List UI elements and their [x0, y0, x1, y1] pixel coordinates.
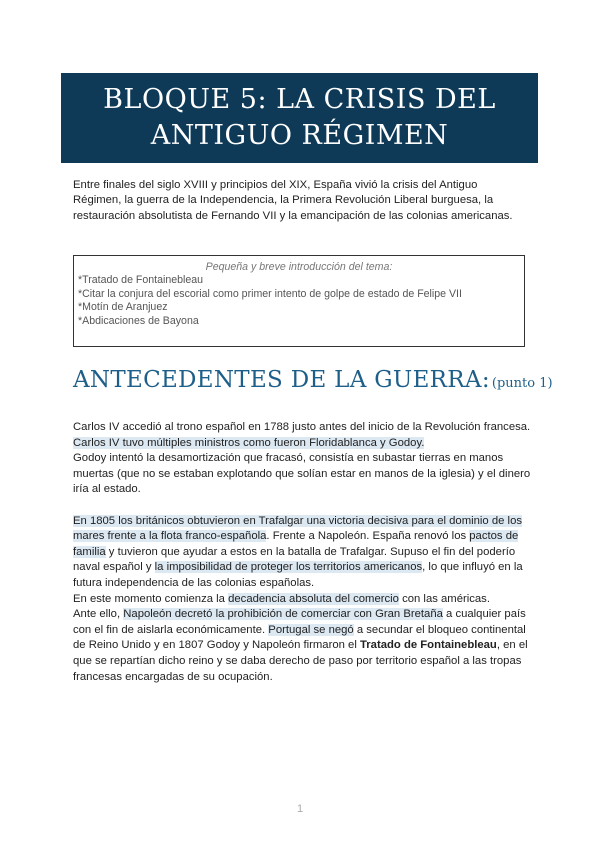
- paragraph-6: [73, 607, 533, 685]
- text-run: , en el que se repartían dicho reino y se daba derecho de paso por territorio español a las tropas francesas encargadas de su ocupación.: [73, 639, 528, 683]
- text-run: a cualquier país con el fin de aislarla económicamente.: [73, 608, 526, 636]
- highlight: Napoleón decretó la prohibición de comerciar con Gran Bretaña: [123, 608, 443, 621]
- text-run: En este momento comienza la: [73, 592, 229, 605]
- paragraph-2: [73, 436, 533, 452]
- title-banner: [61, 73, 538, 163]
- topic-item: *Tratado de Fontainebleau: [78, 274, 204, 287]
- highlight: Portugal se negó: [268, 623, 354, 636]
- treaty-name: Tratado de Fontainebleau: [360, 639, 497, 652]
- body-text: [73, 420, 533, 685]
- paragraph-gap: [73, 498, 533, 514]
- highlight: En 1805 los británicos obtuvieron en Trafalgar una victoria decisiva para el dominio de los mares frente a la flota franco-española: [73, 514, 522, 543]
- intro-paragraph: Entre finales del siglo XVIII y principios del XIX, España vivió la crisis del Antiguo Régimen, la guerra de la Independencia, la Primera Revolución Liberal burguesa, la restauración absolutista de Fernando VII y la emancipación de las colonias americanas.: [73, 179, 513, 222]
- highlight: la imposibilidad de proteger los territorios americanos: [154, 561, 423, 574]
- text-run: a secundar el bloqueo continental de Reino Unido y en 1807 Godoy y Napoleón firmaron el: [73, 623, 526, 652]
- highlight: decadencia absoluta del comercio: [228, 592, 399, 605]
- page-number: 1: [296, 803, 304, 815]
- highlight: pactos de familia: [73, 530, 519, 558]
- topic-item: *Abdicaciones de Bayona: [78, 314, 199, 327]
- text-run: y tuvieron que ayudar a estos en la batalla de Trafalgar. Supuso el fin del poderío naval español y: [73, 545, 516, 574]
- section-heading: [73, 367, 553, 393]
- section-title: ANTECEDENTES DE LA GUERRA:: [73, 367, 490, 393]
- topic-box-title: Pequeña y breve introducción del tema:: [205, 261, 393, 273]
- topic-item: *Citar la conjura del escorial como primer intento de golpe de estado de Felipe VII: [78, 287, 462, 300]
- topic-box: [73, 255, 525, 347]
- text-run: . Frente a Napoleón. España renovó los: [266, 530, 470, 543]
- text-run: Ante ello,: [73, 608, 124, 621]
- paragraph-3: Godoy intentó la desamortización que fracasó, consistía en subastar tierras en manos muertas (que no se estaban explotando que solían estar en manos de la iglesia) y el dinero iría al estado.: [73, 452, 531, 496]
- title-line-1: BLOQUE 5: LA CRISIS DEL: [103, 84, 496, 115]
- highlight: Carlos IV tuvo múltiples ministros como fueron Floridablanca y Godoy.: [73, 436, 425, 449]
- title-line-2: ANTIGUO RÉGIMEN: [150, 120, 449, 151]
- text-run: con las américas.: [398, 592, 490, 605]
- topic-item: *Motín de Aranjuez: [78, 301, 168, 314]
- paragraph-4: [73, 514, 533, 592]
- paragraph-5: [73, 592, 533, 608]
- section-subtitle: (punto 1): [491, 376, 553, 391]
- paragraph-1: Carlos IV accedió al trono español en 1788 justo antes del inicio de la Revolución francesa.: [73, 421, 531, 433]
- text-run: , lo que influyó en la futura independencia de las colonias españolas.: [73, 561, 523, 589]
